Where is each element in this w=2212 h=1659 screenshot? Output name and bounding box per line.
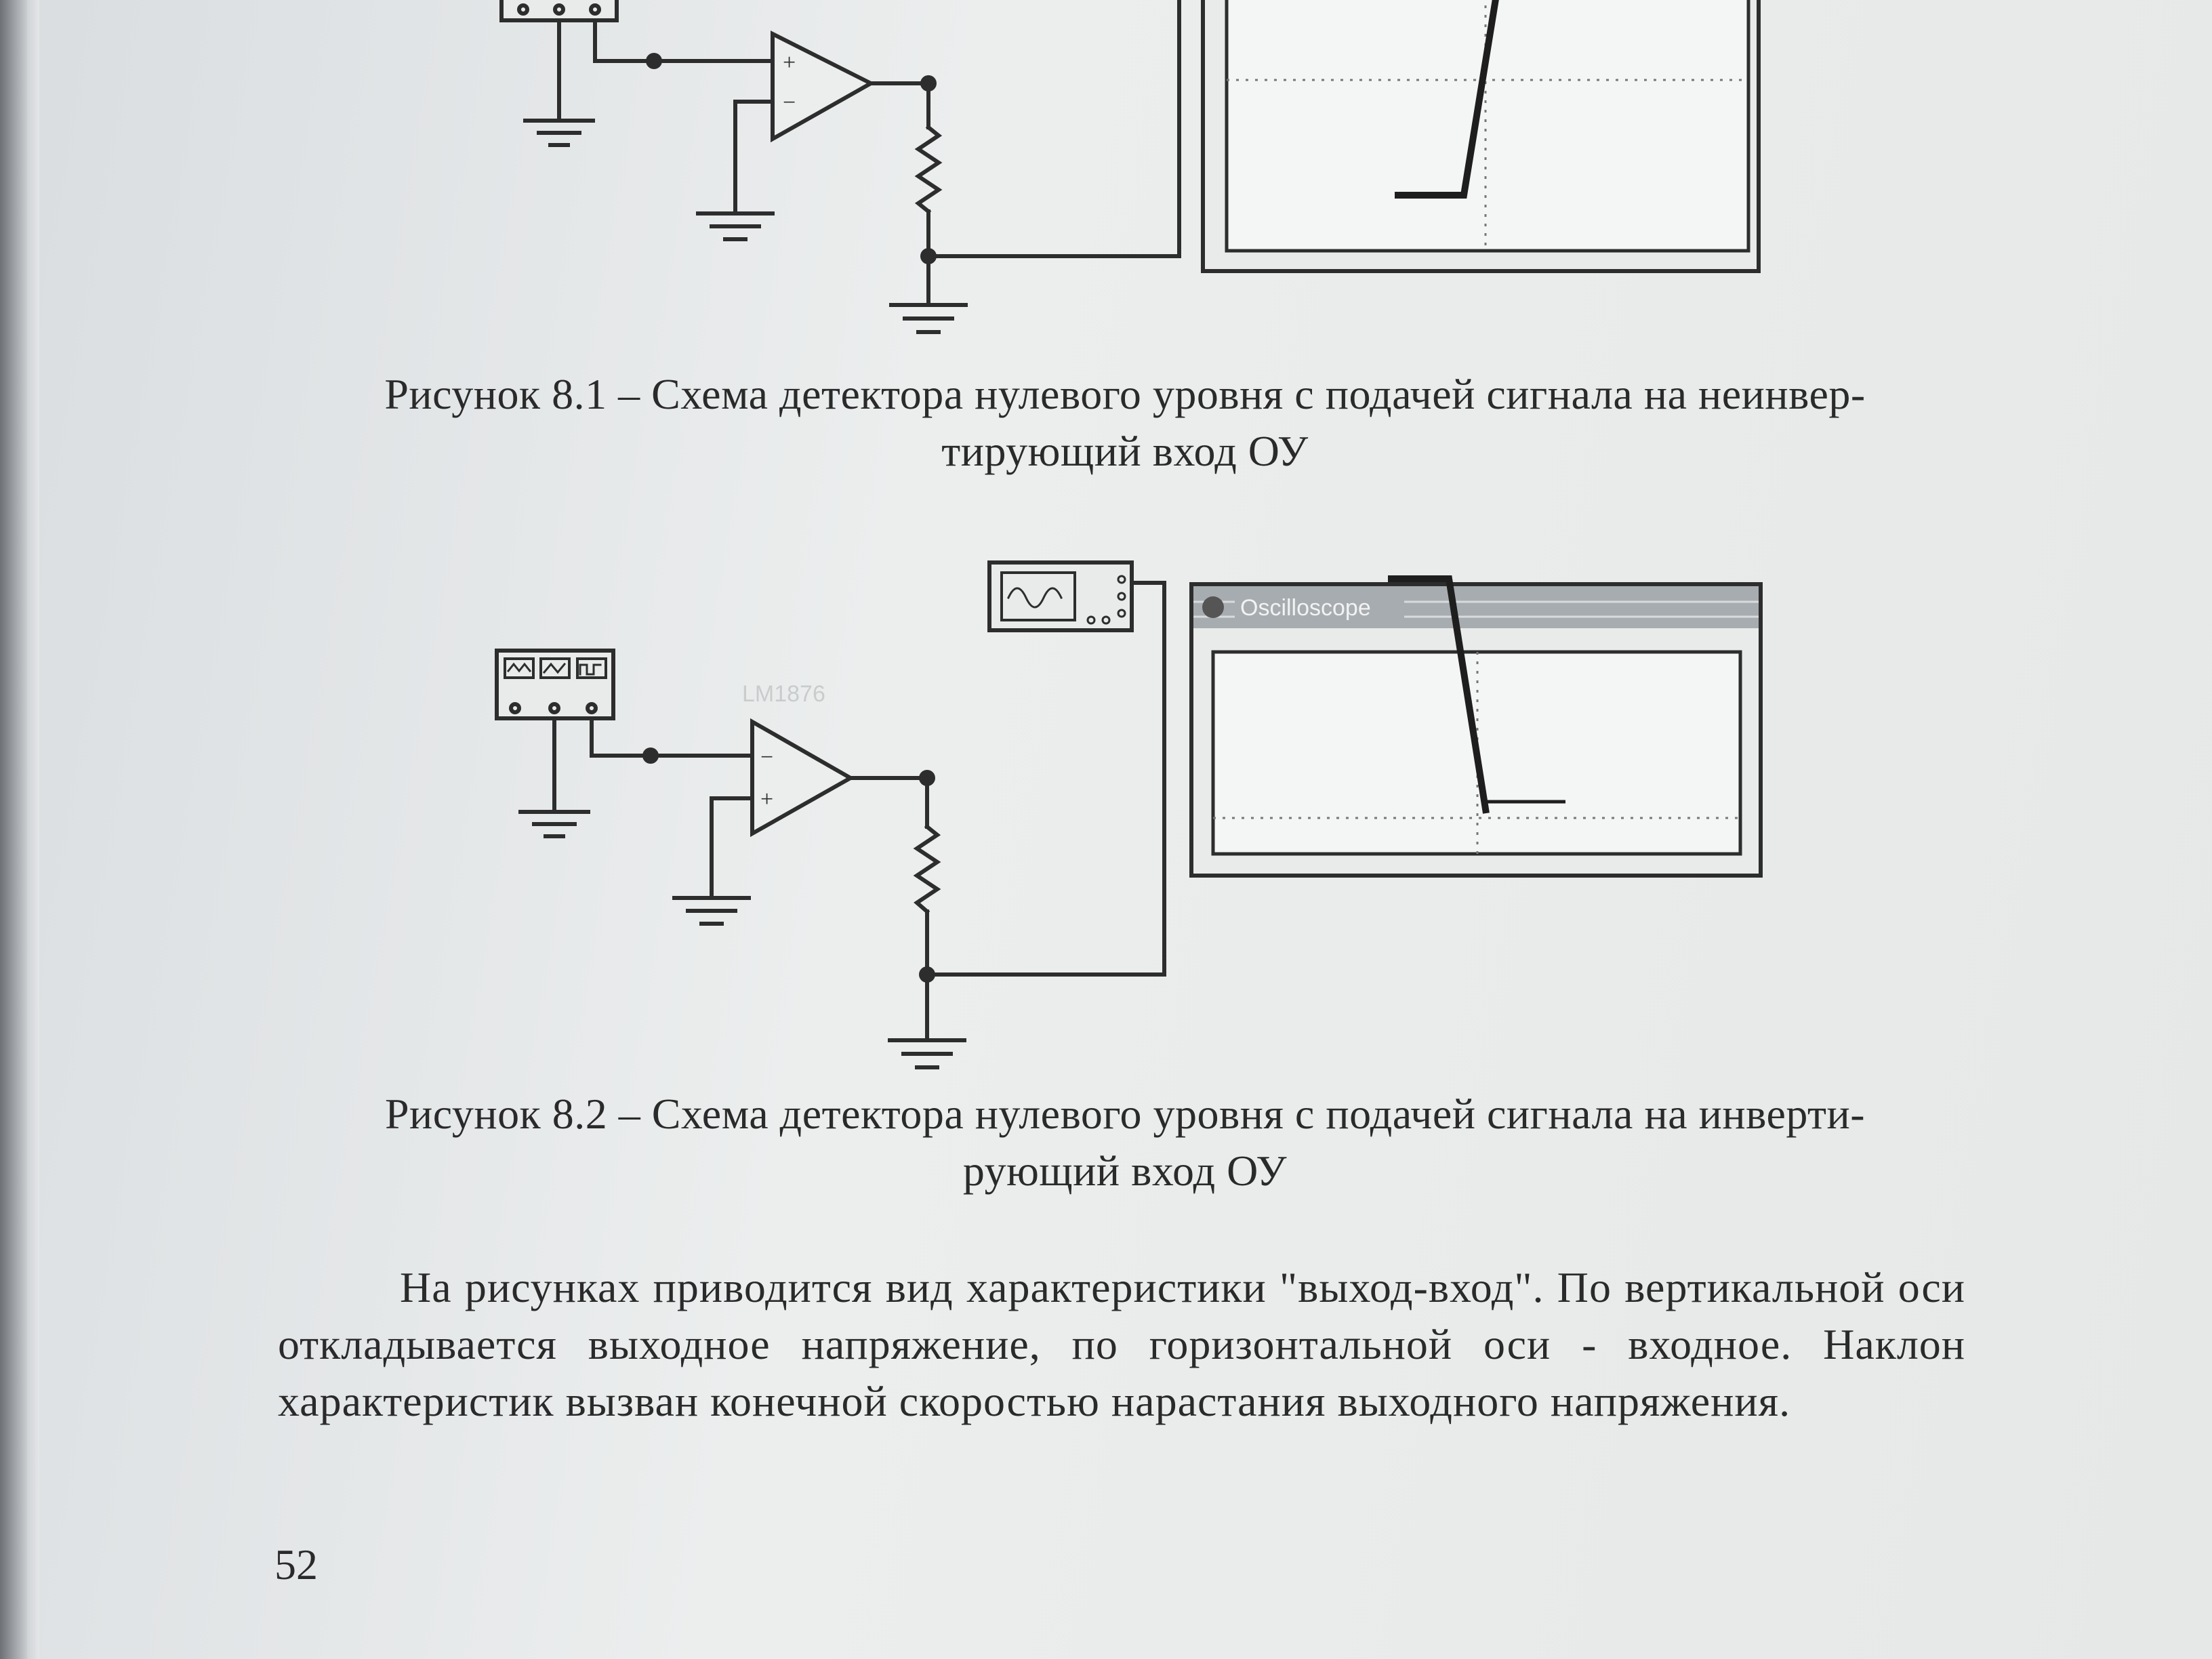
figure-8-1-caption — [285, 366, 1965, 480]
page-number: 52 — [274, 1540, 318, 1589]
op-amp-label: LM1876 — [742, 681, 825, 707]
body-paragraph: На рисунках приводится вид характеристики "выход-вход". По вертикальной оси откладывается выходное напряжение, по горизонтальной оси - входное. Наклон характеристик вызван конечной скоростью нарастания выходного напряжения. — [278, 1263, 1965, 1425]
oscilloscope-window — [1203, 0, 1759, 271]
junction-node — [919, 770, 935, 786]
op-amp-plus: + — [760, 787, 774, 812]
op-amp — [752, 722, 851, 834]
oscilloscope-window — [1191, 579, 1761, 876]
junction-node — [920, 248, 937, 264]
junction-node — [919, 966, 935, 983]
caption-line: Рисунок 8.2 – Схема детектора нулевого уровня с подачей сигнала на инверти- — [384, 1090, 1866, 1138]
op-amp-minus: − — [760, 745, 774, 770]
caption-line: тирующий вход ОУ — [941, 427, 1309, 475]
figure-8-1 — [0, 0, 2212, 352]
oscilloscope-app-icon — [1202, 596, 1224, 618]
figure-8-2 — [0, 542, 2212, 1084]
op-amp-plus: + — [783, 50, 796, 75]
figure-8-2-caption — [285, 1086, 1965, 1200]
resistor — [917, 827, 937, 912]
caption-line: рующий вход ОУ — [962, 1147, 1288, 1195]
op-amp-minus: − — [783, 90, 796, 115]
junction-node — [642, 747, 659, 764]
caption-line: Рисунок 8.1 – Схема детектора нулевого уровня с подачей сигнала на неинвер- — [384, 370, 1866, 418]
junction-node — [920, 75, 937, 91]
resistor — [918, 127, 939, 211]
junction-node — [646, 53, 662, 69]
oscilloscope-title: Oscilloscope — [1240, 595, 1371, 621]
